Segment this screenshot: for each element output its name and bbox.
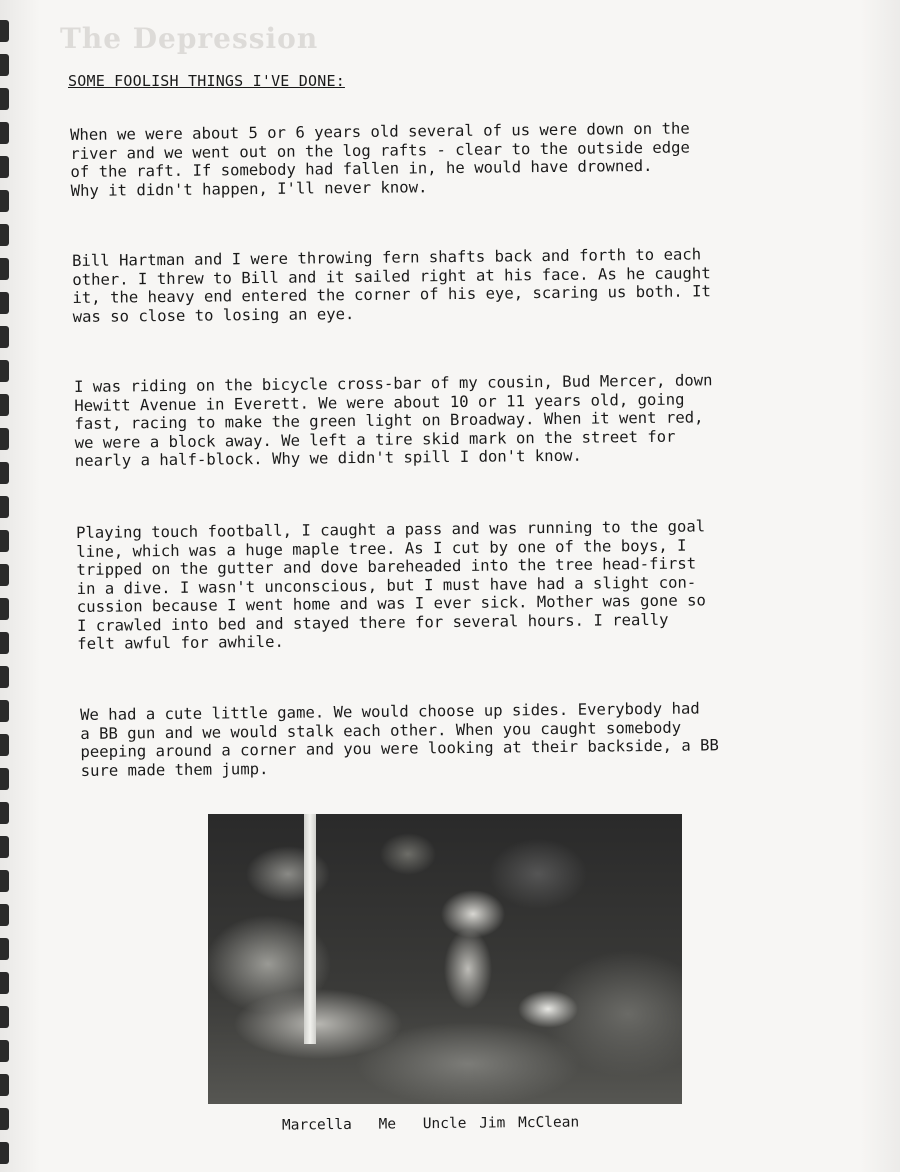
binding-hole bbox=[0, 156, 9, 178]
photo-pole bbox=[304, 814, 316, 1044]
binding-hole bbox=[0, 360, 9, 382]
bleed-through-title: The Depression bbox=[60, 22, 319, 55]
binding-hole bbox=[0, 54, 9, 76]
binding-hole bbox=[0, 1040, 9, 1062]
binding-hole bbox=[0, 1006, 9, 1028]
caption-name-me: Me bbox=[378, 1116, 397, 1133]
binding-hole bbox=[0, 666, 9, 688]
binding-hole bbox=[0, 326, 9, 348]
binding-hole bbox=[0, 88, 9, 110]
binding-hole bbox=[0, 258, 9, 280]
binding-hole bbox=[0, 1108, 9, 1130]
family-photo bbox=[208, 814, 682, 1104]
binding-hole bbox=[0, 870, 9, 892]
binding-hole bbox=[0, 768, 9, 790]
binding-hole bbox=[0, 598, 9, 620]
binding-hole bbox=[0, 428, 9, 450]
paragraph-football: Playing touch football, I caught a pass and was running to the goal line, which was a huge maple tree. As I cut by one of the boys, I tripped on the gutter and dove bareheaded into the tree head-first in a dive. I wasn't unconscious, but I must have had a slight con- cussion because I went home and was I ever sick. Mother was gone so I crawled into bed and stayed there for several hours. I really felt awful for awhile. bbox=[76, 517, 706, 653]
binding-hole bbox=[0, 734, 9, 756]
paragraph-log-rafts: When we were about 5 or 6 years old several of us were down on the river and we went out on the log rafts - clear to the outside edge of the raft. If somebody had fallen in, he would have drowned. Why it didn't happen, I'll never know. bbox=[70, 119, 690, 200]
caption-name-uncle-jim: Uncle Jim McClean bbox=[422, 1114, 580, 1133]
binding-hole bbox=[0, 564, 9, 586]
binding-hole bbox=[0, 394, 9, 416]
photo-water-splash bbox=[508, 979, 588, 1039]
binding-hole bbox=[0, 530, 9, 552]
binding-hole bbox=[0, 224, 9, 246]
binding-hole bbox=[0, 632, 9, 654]
caption-name-marcella: Marcella bbox=[281, 1116, 352, 1134]
binding-hole bbox=[0, 972, 9, 994]
binding-hole bbox=[0, 496, 9, 518]
binding-hole bbox=[0, 462, 9, 484]
binding-hole bbox=[0, 122, 9, 144]
page-heading: SOME FOOLISH THINGS I'VE DONE: bbox=[68, 72, 345, 90]
binding-hole bbox=[0, 1074, 9, 1096]
paragraph-fern-shafts: Bill Hartman and I were throwing fern shafts back and forth to each other. I threw to Bill and it sailed right at his face. As he caught it, the heavy end entered the corner of his eye, scaring us both. It was so close to losing an eye. bbox=[72, 245, 711, 326]
binding-hole bbox=[0, 904, 9, 926]
photo-person bbox=[423, 889, 513, 1019]
binding-hole bbox=[0, 836, 9, 858]
binding-hole bbox=[0, 700, 9, 722]
paragraph-bb-gun: We had a cute little game. We would choose up sides. Everybody had a BB gun and we would stalk each other. When you caught somebody peeping around a corner and you were looking at their backside, a BB sure made them jump. bbox=[80, 699, 719, 780]
spiral-binding bbox=[0, 0, 14, 1172]
binding-hole bbox=[0, 292, 9, 314]
binding-hole bbox=[0, 1142, 9, 1164]
photo-caption bbox=[282, 1114, 593, 1133]
binding-hole bbox=[0, 20, 9, 42]
binding-hole bbox=[0, 802, 9, 824]
binding-hole bbox=[0, 938, 9, 960]
binding-hole bbox=[0, 190, 9, 212]
paragraph-bicycle: I was riding on the bicycle cross-bar of my cousin, Bud Mercer, down Hewitt Avenue in Everett. We were about 10 or 11 years old, going fast, racing to make the green light on Broadway. When it went red, we were a block away. We left a tire skid mark on the street for nearly a half-block. Why we didn't spill I don't know. bbox=[74, 371, 713, 470]
